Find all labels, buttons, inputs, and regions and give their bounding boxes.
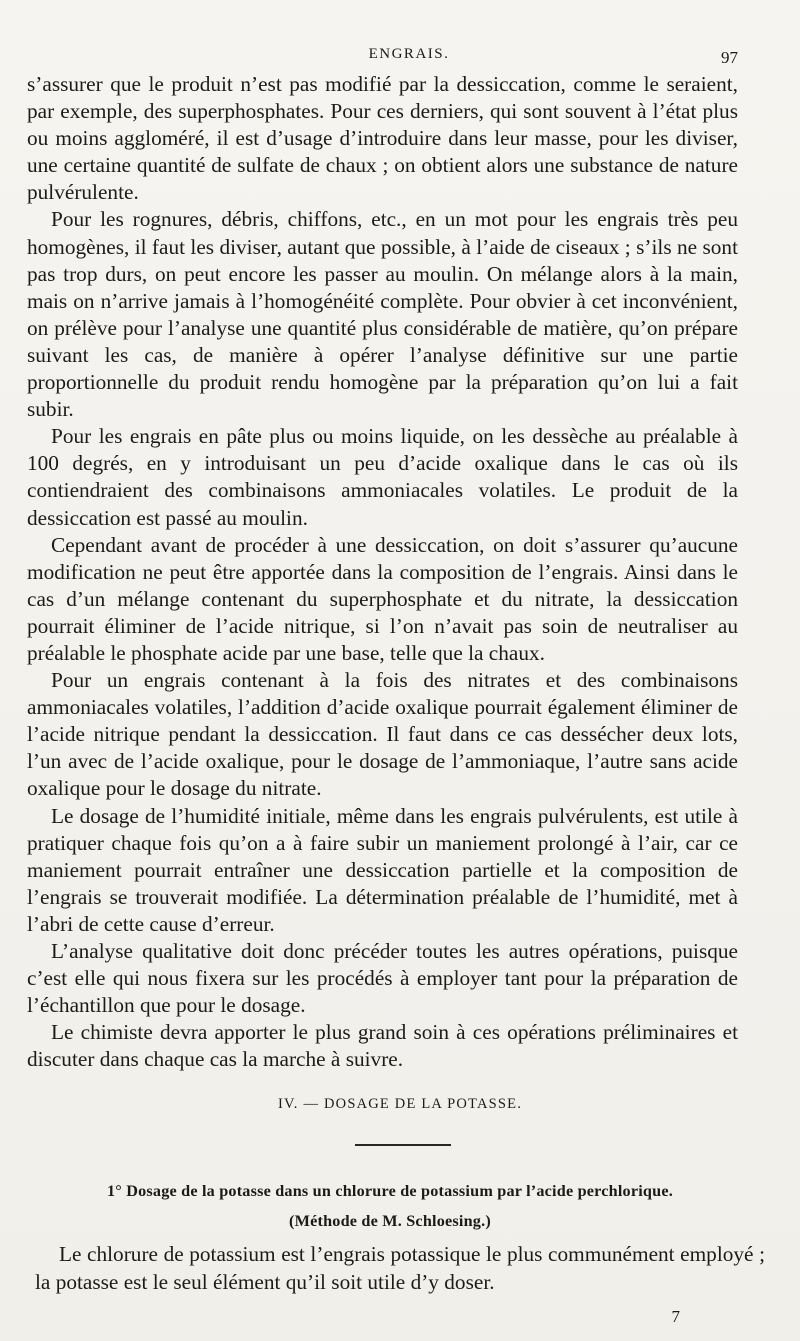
paragraph: Pour les engrais en pâte plus ou moins liquide, on les dessèche au préalable à 100 degrés, en y introduisant un peu d’acide oxalique dans le cas où ils contiendraient des combinaisons ammoniacales volatiles. Le produit de la dessiccation est passé au moulin. [27,424,738,530]
subsection-method: (Méthode de M. Schloesing.) [289,1212,491,1230]
paragraph: Le chimiste devra apporter le plus grand soin à ces opérations préliminaires et discuter dans chaque cas la marche à suivre. [27,1020,738,1072]
paragraph: Le dosage de l’humidité initiale, même dans les engrais pulvérulents, est utile à pratiquer chaque fois qu’on a à faire subir un maniement prolongé à l’air, car ce maniement pourrait entraîner une dessiccation partielle et la composition de l’engrais se trouverait modifiée. La détermination préalable de l’humidité, met à l’abri de cette cause d’erreur. [27,803,738,936]
paragraph: L’analyse qualitative doit donc précéder toutes les autres opérations, puisque c’est elle qui nous fixera sur les procédés à employer tant pour la préparation de l’échantillon que pour le dosage. [27,939,738,1018]
body-text [27,71,738,1073]
section-divider [355,1144,451,1146]
paragraph: Pour un engrais contenant à la fois des nitrates et des combinaisons ammoniacales volatiles, l’addition d’acide oxalique pourrait également éliminer de l’acide nitrique pendant la dessiccation. Il faut dans ce cas dessécher deux lots, l’un avec de l’acide oxalique, pour le dosage de l’ammoniaque, l’autre sans acide oxalique pour le dosage du nitrate. [27,668,738,801]
paragraph: Le chlorure de potassium est l’engrais potassique le plus communément employé ; la potasse est le seul élément qu’il soit utile d’y doser. [35,1242,765,1294]
paragraph: s’assurer que le produit n’est pas modifié par la dessiccation, comme le seraient, par exemple, des superphosphates. Pour ces derniers, qui sont souvent à l’état plus ou moins aggloméré, il est d’usage d’introduire dans leur masse, pour les diviser, une certaine quantité de sulfate de chaux ; on obtient alors une substance de nature pulvérulente. [27,72,738,205]
running-head [0,44,800,70]
section-heading: IV. — DOSAGE DE LA POTASSE. [277,1096,523,1112]
running-title: ENGRAIS. [368,46,450,62]
subsection-heading [30,1176,750,1236]
page-number: 97 [721,48,738,67]
closing-text [35,1240,765,1296]
subsection-title: 1° Dosage de la potasse dans un chlorure de potassium par l’acide perchlorique. [107,1182,673,1200]
paragraph: Cependant avant de procéder à une dessiccation, on doit s’assurer qu’aucune modification ne peut être apportée dans la composition de l’engrais. Ainsi dans le cas d’un mélange contenant du superphosphate et du nitrate, la dessiccation pourrait éliminer de l’acide nitrique, si l’on n’avait pas soin de neutraliser au préalable le phosphate acide par une base, telle que la chaux. [27,532,738,665]
paragraph: Pour les rognures, débris, chiffons, etc., en un mot pour les engrais très peu homogènes, il faut les diviser, autant que possible, à l’aide de ciseaux ; s’ils ne sont pas trop durs, on peut encore les passer au moulin. On mélange alors à la main, mais on n’arrive jamais à l’homogénéité complète. Pour obvier à cet inconvénient, on prélève pour l’analyse une quantité plus considérable de matière, qu’on prépare suivant les cas, de manière à opérer l’analyse définitive sur une partie proportionnelle du produit rendu homogène par la préparation qu’on lui a fait subir. [27,207,738,422]
signature-mark: 7 [671,1307,680,1326]
